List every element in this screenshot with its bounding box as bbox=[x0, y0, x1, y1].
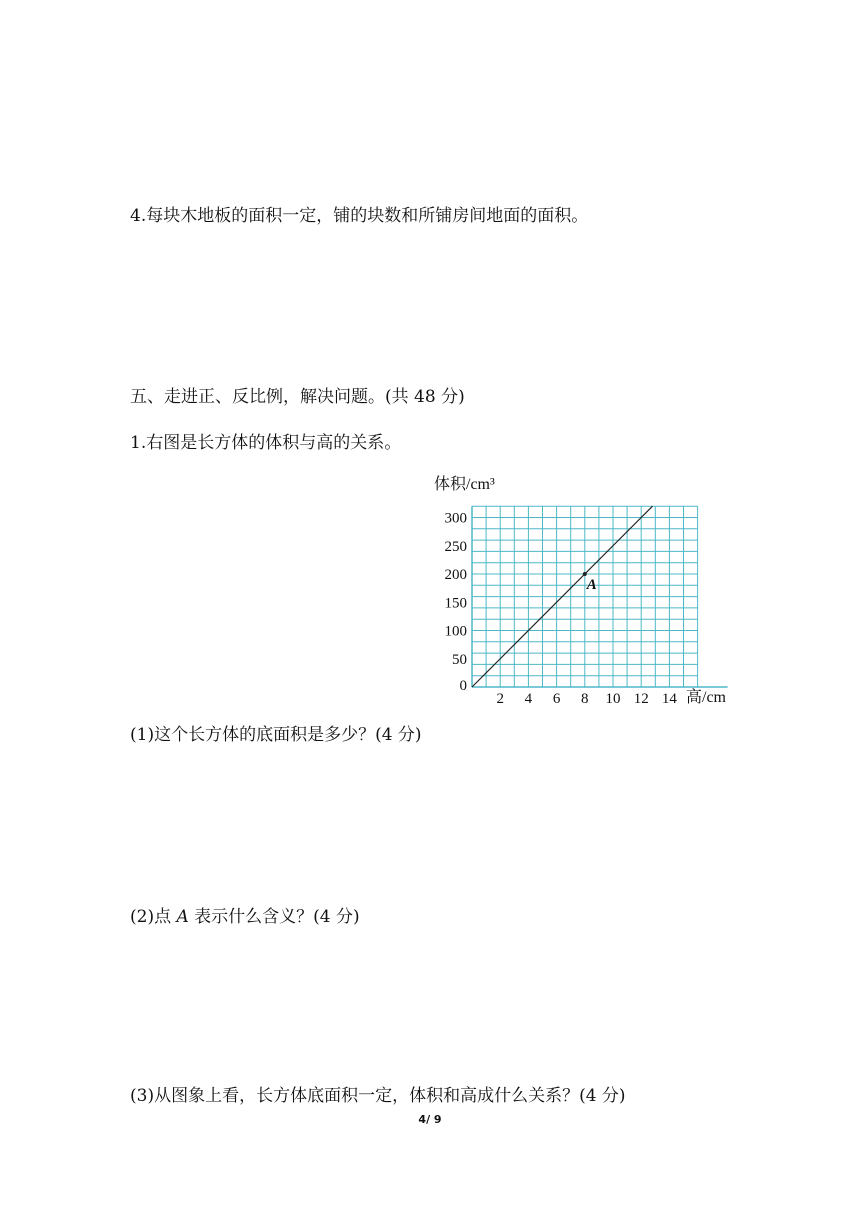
chart-grid bbox=[472, 506, 698, 687]
section-5-title: 五、走进正、反比例，解决问题。(共 48 分) bbox=[130, 387, 465, 407]
point-a-label: A bbox=[586, 577, 597, 593]
y-tick-labels bbox=[445, 511, 468, 695]
y-axis-label: 体积/cm³ bbox=[434, 476, 495, 493]
y-tick-label: 0 bbox=[459, 678, 467, 694]
y-tick-label: 250 bbox=[444, 538, 467, 555]
part-1-text: (1)这个长方体的底面积是多少？(4 分) bbox=[130, 725, 422, 745]
part-2-suffix: 表示什么含义？(4 分) bbox=[188, 907, 360, 927]
volume-height-chart bbox=[420, 470, 740, 715]
part-2-text bbox=[130, 905, 360, 929]
y-tick-label: 300 bbox=[444, 510, 467, 527]
part-2-variable: A bbox=[176, 907, 189, 927]
y-tick-label: 150 bbox=[444, 595, 467, 612]
part-2-prefix: (2)点 bbox=[130, 907, 177, 927]
y-tick-label: 50 bbox=[452, 651, 467, 668]
y-tick-label: 200 bbox=[444, 567, 467, 583]
x-axis-label: 高/cm bbox=[686, 689, 726, 706]
page-number: 4/ 9 bbox=[418, 1113, 442, 1126]
x-tick-label: 6 bbox=[552, 691, 561, 707]
y-tick-label: 100 bbox=[444, 623, 467, 640]
part-3-text: (3)从图象上看，长方体底面积一定，体积和高成什么关系？(4 分) bbox=[130, 1086, 626, 1106]
x-tick-label: 10 bbox=[605, 691, 621, 707]
x-tick-label: 2 bbox=[496, 691, 504, 707]
question-1-text: 1.右图是长方体的体积与高的关系。 bbox=[130, 433, 402, 453]
x-tick-labels bbox=[496, 691, 677, 707]
x-tick-label: 14 bbox=[661, 691, 677, 707]
point-a-marker bbox=[583, 572, 587, 576]
x-tick-label: 4 bbox=[524, 691, 533, 707]
question-4-text: 4.每块木地板的面积一定，铺的块数和所铺房间地面的面积。 bbox=[130, 206, 589, 226]
x-tick-label: 8 bbox=[581, 691, 589, 707]
x-tick-label: 12 bbox=[633, 691, 649, 707]
